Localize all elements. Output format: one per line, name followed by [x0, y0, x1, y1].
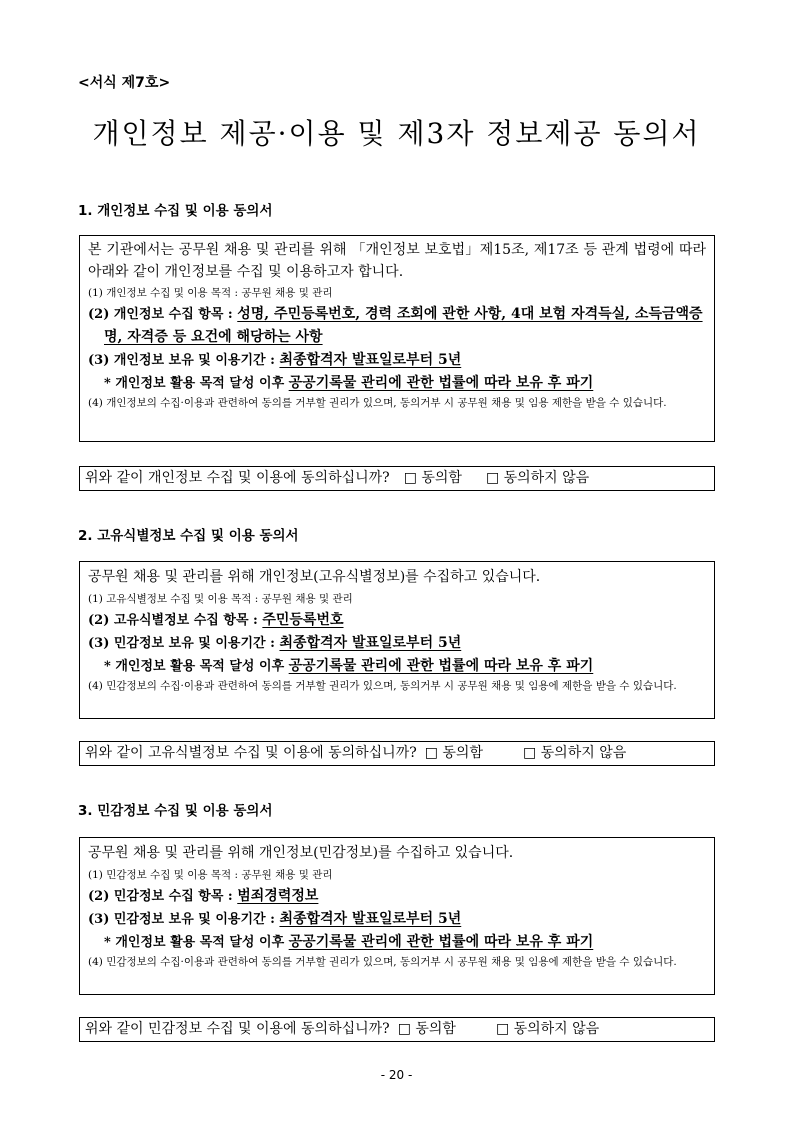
section-1-retention-value: 최종합격자 발표일로부터 5년: [279, 352, 462, 368]
section-3-retention-label: (3) 민감정보 보유 및 이용기간 :: [88, 912, 280, 927]
section-2-consent-row: [79, 741, 715, 766]
section-2-disagree-checkbox[interactable]: □ 동의하지 않음: [522, 745, 627, 761]
section-2-note-prefix: * 개인정보 활용 목적 달성 이후: [104, 659, 289, 674]
section-1-refusal: (4) 개인정보의 수집·이용과 관련하여 동의를 거부할 권리가 있으며, 동의거부 시 공무원 채용 및 임용 제한을 받을 수 있습니다.: [88, 397, 667, 409]
section-2-items-value: 주민등록번호: [262, 612, 344, 628]
section-3-purpose: (1) 민감정보 수집 및 이용 목적 : 공무원 채용 및 관리: [88, 869, 333, 881]
section-2-question: 위와 같이 고유식별정보 수집 및 이용에 동의하십니까?: [85, 745, 417, 761]
section-1-disagree-checkbox[interactable]: □ 동의하지 않음: [485, 470, 590, 486]
section-3-items-value: 범죄경력정보: [237, 888, 319, 904]
section-3-retention: [88, 908, 706, 931]
section-2-note-underlined: 공공기록물 관리에 관한 법률에 따라 보유 후 파기: [288, 658, 594, 674]
form-label: <서식 제7호>: [78, 75, 171, 91]
section-1-question: 위와 같이 개인정보 수집 및 이용에 동의하십니까?: [85, 470, 390, 486]
section-1-retention-label: (3) 개인정보 보유 및 이용기간 :: [88, 353, 280, 368]
section-2-refusal: (4) 민감정보의 수집·이용과 관련하여 동의를 거부할 권리가 있으며, 동의거부 시 공무원 채용 및 임용에 제한을 받을 수 있습니다.: [88, 680, 677, 692]
section-3-disagree-checkbox[interactable]: □ 동의하지 않음: [495, 1021, 600, 1037]
section-1-purpose: (1) 개인정보 수집 및 이용 목적 : 공무원 채용 및 관리: [88, 287, 333, 299]
page-number: - 20 -: [380, 1068, 413, 1082]
section-1-heading: 1. 개인정보 수집 및 이용 동의서: [78, 203, 273, 219]
section-2-items: [88, 609, 706, 632]
section-3-heading: 3. 민감정보 수집 및 이용 동의서: [78, 803, 273, 819]
section-1-agree-checkbox[interactable]: □ 동의함: [403, 470, 462, 486]
section-1-consent-row: [79, 466, 715, 491]
section-3-consent-row: [79, 1017, 715, 1042]
section-2-intro: 공무원 채용 및 관리를 위해 개인정보(고유식별정보)를 수집하고 있습니다.: [88, 569, 541, 585]
section-3-retention-value: 최종합격자 발표일로부터 5년: [279, 911, 462, 927]
section-2-items-label: (2) 고유식별정보 수집 항목 :: [88, 613, 263, 628]
section-1-items-label: (2) 개인정보 수집 항목 :: [88, 307, 238, 322]
section-1-note-prefix: * 개인정보 활용 목적 달성 이후: [104, 376, 289, 391]
section-1-items-value: 성명, 주민등록번호, 경력 조회에 관한 사항, 4대 보험 자격득실, 소득금액증명, 자격증 등 요건에 해당하는 사항: [104, 306, 703, 345]
section-2-heading: 2. 고유식별정보 수집 및 이용 동의서: [78, 528, 299, 544]
section-2-box: [79, 561, 715, 719]
section-2-retention: [88, 632, 706, 655]
section-1-box: [79, 235, 715, 442]
section-1-intro: 본 기관에서는 공무원 채용 및 관리를 위해 「개인정보 보호법」제15조, 제17조 등 관계 법령에 따라 아래와 같이 개인정보를 수집 및 이용하고자 합니다.: [88, 242, 706, 280]
page-title: 개인정보 제공·이용 및 제3자 정보제공 동의서: [92, 117, 701, 150]
section-3-refusal: (4) 민감정보의 수집·이용과 관련하여 동의를 거부할 권리가 있으며, 동의거부 시 공무원 채용 및 임용에 제한을 받을 수 있습니다.: [88, 956, 677, 968]
section-2-retention-label: (3) 민감정보 보유 및 이용기간 :: [88, 636, 280, 651]
section-3-note: [88, 931, 706, 954]
section-2-agree-checkbox[interactable]: □ 동의함: [424, 745, 483, 761]
section-3-intro: 공무원 채용 및 관리를 위해 개인정보(민감정보)를 수집하고 있습니다.: [88, 845, 514, 861]
section-3-question: 위와 같이 민감정보 수집 및 이용에 동의하십니까?: [85, 1021, 390, 1037]
section-1-note-underlined: 공공기록물 관리에 관한 법률에 따라 보유 후 파기: [288, 375, 594, 391]
section-3-items-label: (2) 민감정보 수집 항목 :: [88, 889, 238, 904]
section-1-note: [88, 372, 706, 395]
section-3-box: [79, 837, 715, 995]
section-2-purpose: (1) 고유식별정보 수집 및 이용 목적 : 공무원 채용 및 관리: [88, 593, 353, 605]
section-3-items: [88, 885, 706, 908]
section-1-retention: [88, 349, 706, 372]
section-1-items: [88, 303, 706, 349]
section-3-note-underlined: 공공기록물 관리에 관한 법률에 따라 보유 후 파기: [288, 934, 594, 950]
section-2-note: [88, 655, 706, 678]
section-3-note-prefix: * 개인정보 활용 목적 달성 이후: [104, 935, 289, 950]
section-3-agree-checkbox[interactable]: □ 동의함: [397, 1021, 456, 1037]
section-2-retention-value: 최종합격자 발표일로부터 5년: [279, 635, 462, 651]
